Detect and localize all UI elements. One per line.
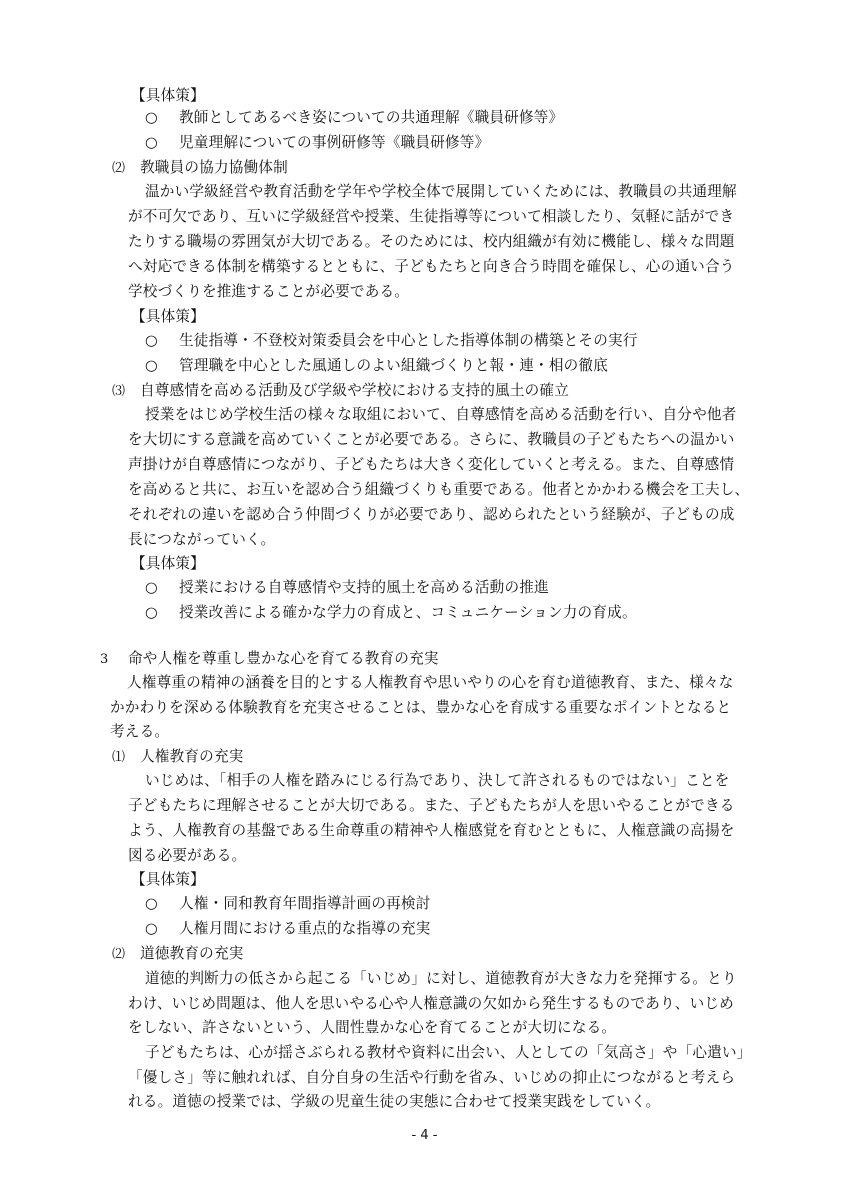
paragraph-line: 考える。 [110,723,170,740]
measures-label: 【具体策】 [131,555,205,572]
paragraph-line: それぞれの違いを認め合う仲間づくりが必要であり、認められたという経験が、子どもの成 [128,506,735,523]
measures-label: 【具体策】 [131,871,205,888]
paragraph-line: たりする職場の雰囲気が大切である。そのためには、校内組織が有効に機能し、様々な問題 [128,233,735,250]
measure-item: ○ 管理職を中心とした風通しのよい組織づくりと報・連・相の徹底 [145,357,609,374]
page-number: - 4 - [411,1128,438,1143]
paragraph-line: を高めると共に、お互いを認め合う組織づくりも重要である。他者とかかわる機会を工夫し、 [128,481,750,498]
measures-label: 【具体策】 [131,308,205,325]
subsection-heading: ⑶ 自尊感情を高める活動及び学級や学校における支持的風土の確立 [112,382,570,399]
paragraph-line: かかわりを深める体験教育を充実させることは、豊かな心を育成する重要なポイントとなると [110,699,732,716]
paragraph-line: へ対応できる体制を構築するとともに、子どもたちと向き合う時間を確保し、心の通い合う [128,258,735,275]
paragraph-line: 声掛けが自尊感情につながり、子どもたちは大きく変化していくと考える。また、自尊感情 [128,456,735,473]
subsection-heading: ⑵ 教職員の協力協働体制 [112,159,288,176]
subsection-heading: ⑵ 道徳教育の充実 [112,945,244,962]
paragraph-line: 子どもたちに理解させることが大切である。また、子どもたちが人を思いやることができる [128,797,735,814]
measure-item: ○ 生徒指導・不登校対策委員会を中心とした指導体制の構築とその実行 [145,332,638,349]
paragraph-line: れる。道徳の授業では、学級の児童生徒の実態に合わせて授業実践をしていく。 [128,1093,661,1110]
paragraph-line: 人権尊重の精神の涵養を目的とする人権教育や思いやりの心を育む道徳教育、また、様々な [127,674,734,691]
paragraph-line: が不可欠であり、互いに学級経営や授業、生徒指導等について相談したり、気軽に話ができ [128,208,735,225]
paragraph-line: 長につながっていく。 [128,531,276,548]
measure-item: ○ 授業改善による確かな学力の育成と、コミュニケーション力の育成。 [145,604,637,621]
paragraph-line: 道徳的判断力の低さから起こる「いじめ」に対し、道徳教育が大きな力を発揮する。とり [145,970,737,987]
paragraph-line: 温かい学級経営や教育活動を学年や学校全体で展開していくためには、教職員の共通理解 [145,183,737,200]
paragraph-line: 「優しさ」等に触れれば、自分自身の生活や行動を省み、いじめの抑止につながると考えら [128,1069,736,1086]
measures-label: 【具体策】 [131,87,205,104]
paragraph-line: 子どもたちは、心が揺さぶられる教材や資料に出会い、人としての「気高さ」や「心遣い」 [145,1044,752,1061]
paragraph-line: を大切にする意識を高めていくことが必要である。さらに、教職員の子どもたちへの温かい [128,431,735,448]
measure-item: ○ 人権月間における重点的な指導の充実 [145,920,431,937]
measure-item: ○ 授業における自尊感情や支持的風土を高める活動の推進 [145,579,549,596]
paragraph-line: 授業をはじめ学校生活の様々な取組において、自尊感情を高める活動を行い、自分や他者 [145,406,737,423]
measure-item: ○ 児童理解についての事例研修等《職員研修等》 [145,134,490,151]
section-heading: 3 命や人権を尊重し豊かな心を育てる教育の充実 [100,650,439,667]
paragraph-line: 図る必要がある。 [128,847,247,864]
paragraph-line: よう、人権教育の基盤である生命尊重の精神や人権感覚を育むとともに、人権意識の高揚を [128,822,735,839]
measure-item: ○ 教師としてあるべき姿についての共通理解《職員研修等》 [145,109,564,126]
subsection-heading: ⑴ 人権教育の充実 [112,748,244,765]
paragraph-line: わけ、いじめ問題は、他人を思いやる心や人権意識の欠如から発生するものであり、いじめ [128,995,734,1012]
paragraph-line: 学校づくりを推進することが必要である。 [128,283,410,300]
paragraph-line: いじめは、「相手の人権を踏みにじる行為であり、決して許されるものではない」ことを [145,772,730,789]
paragraph-line: をしない、許さないという、人間性豊かな心を育てることが大切になる。 [128,1019,617,1036]
measure-item: ○ 人権・同和教育年間指導計画の再検討 [145,895,431,912]
